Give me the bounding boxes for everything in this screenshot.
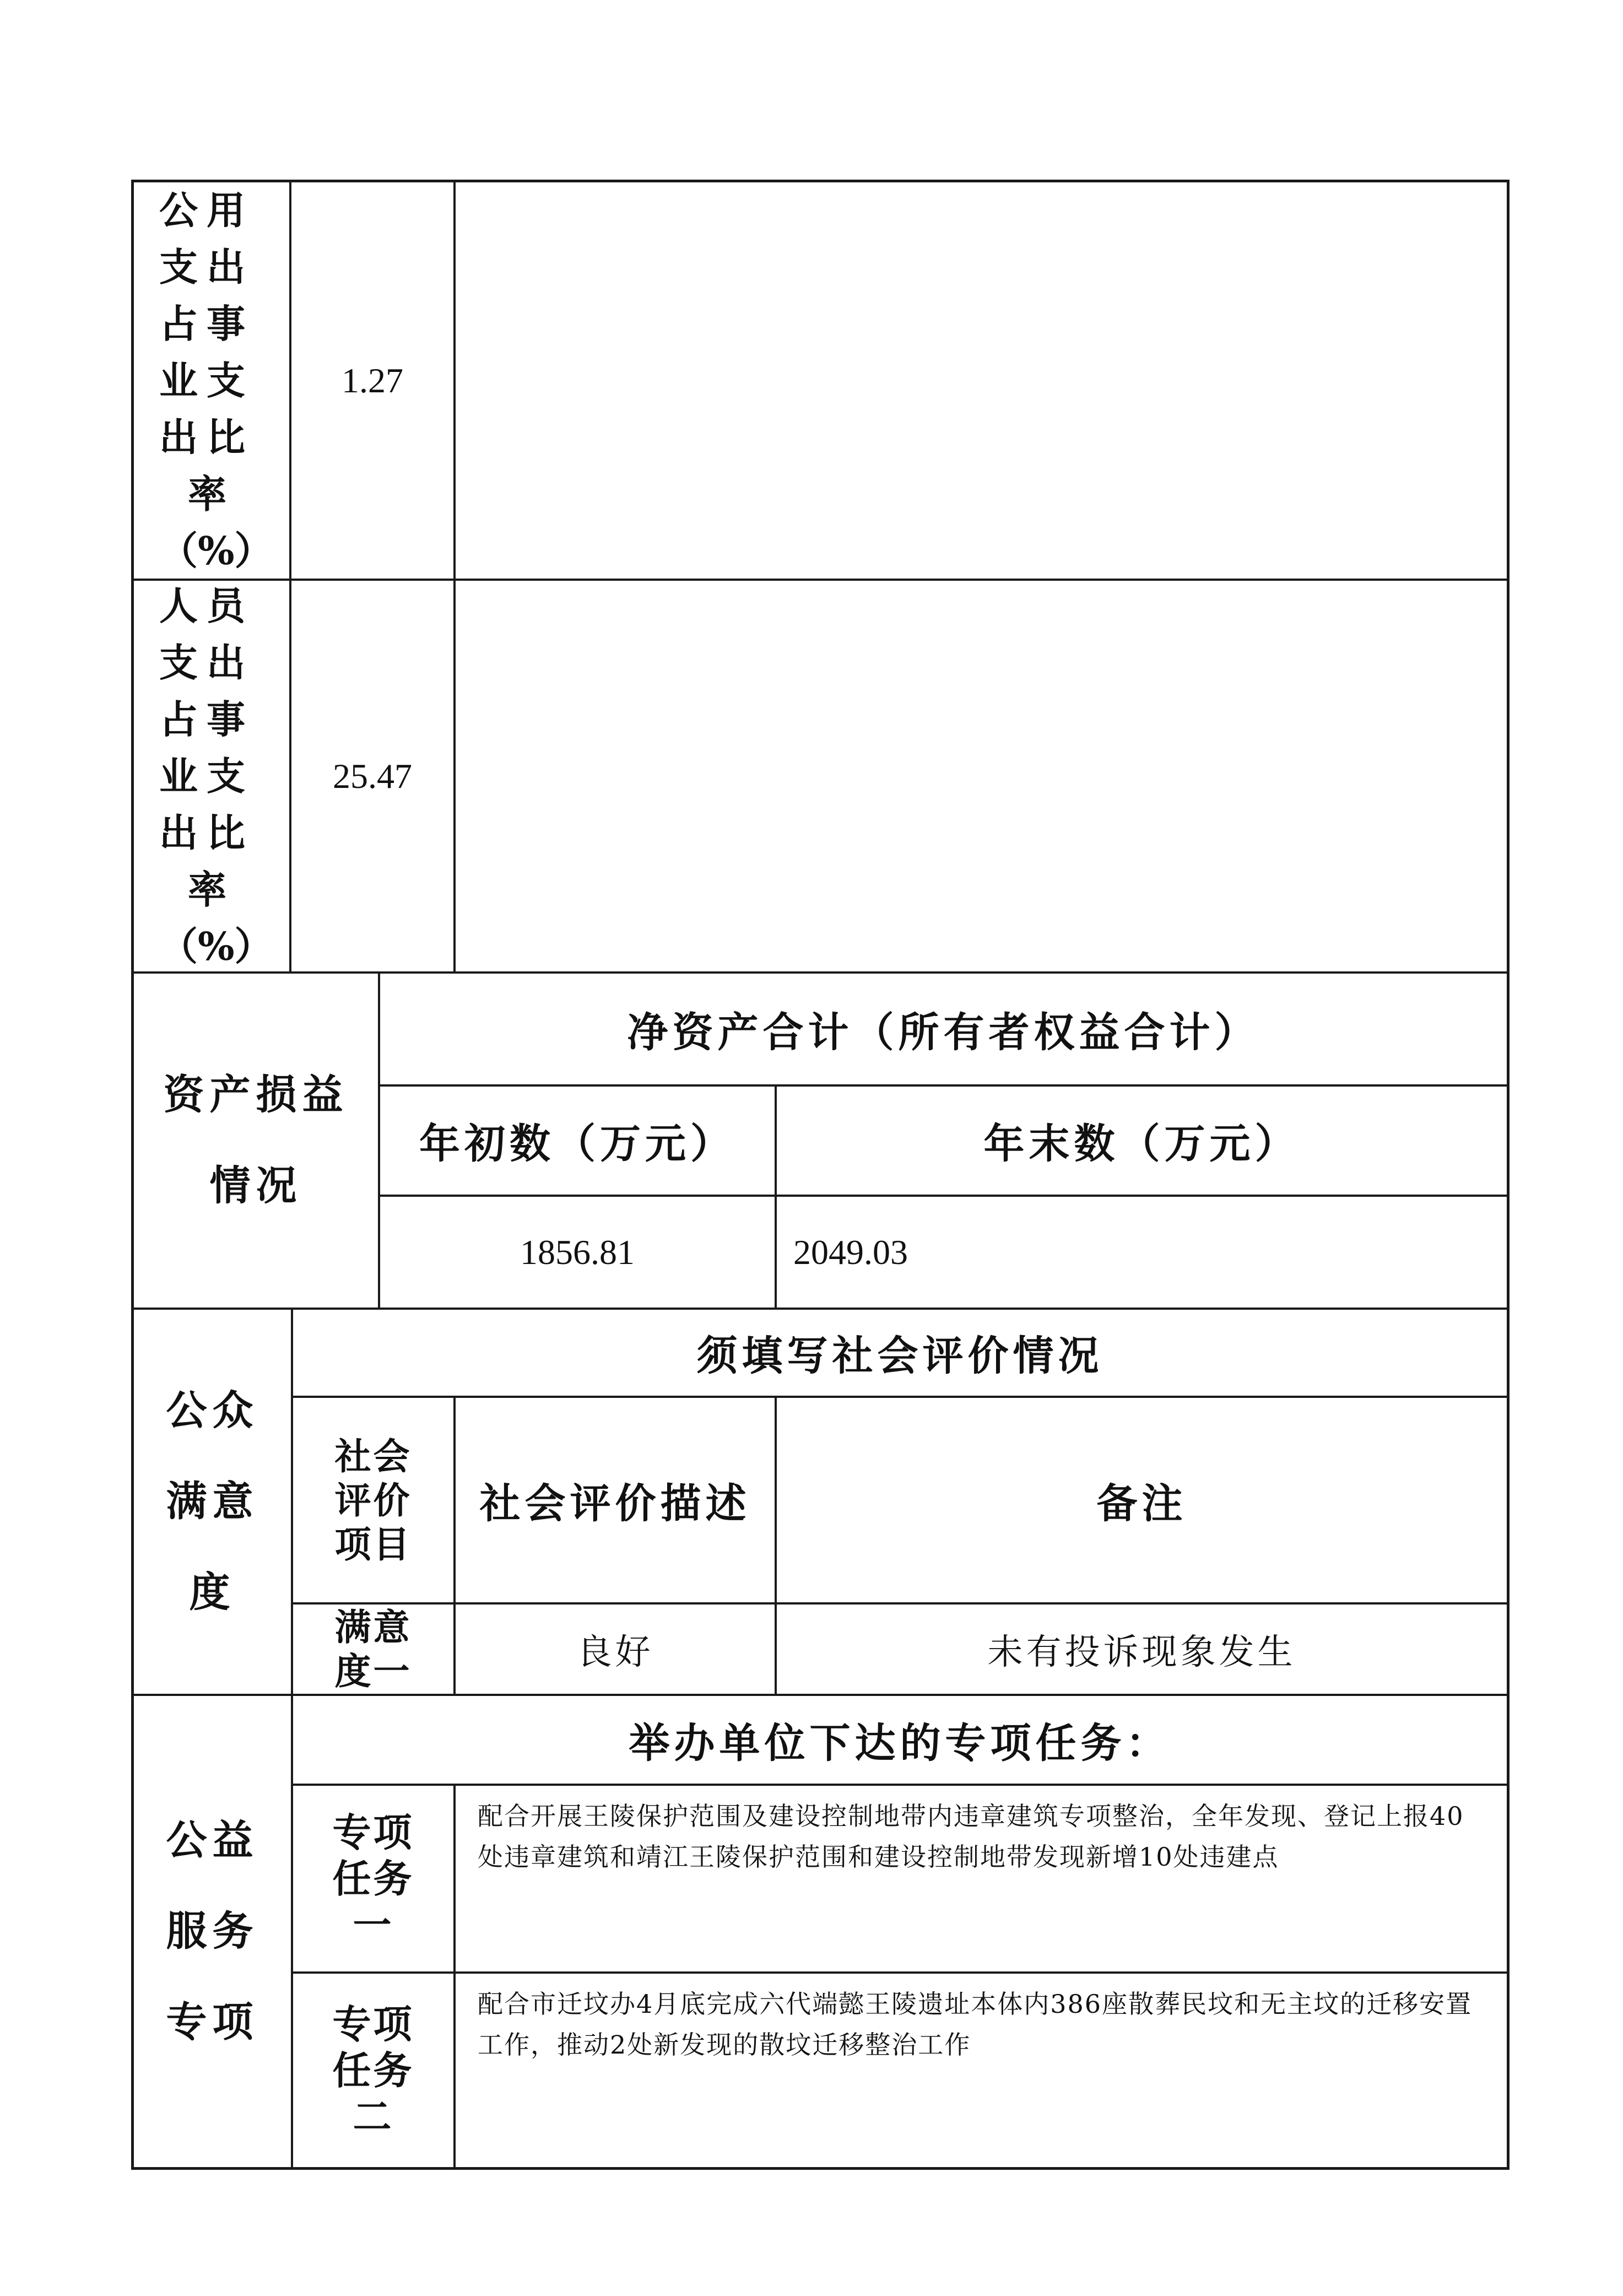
satisfaction-label — [134, 1310, 291, 1694]
ratio-row-1-label — [134, 182, 289, 579]
ratio-row-2-value: 25.47 — [333, 756, 412, 796]
ratio-row-2-notes — [456, 581, 1507, 971]
ratio-row-2-label-text: 人员 支出 占事 业支 出比 率 （%） — [159, 583, 273, 969]
assets-value-begin: 1856.81 — [520, 1232, 635, 1272]
task-2-name — [293, 1974, 453, 2167]
ratio-row-1-notes — [456, 182, 1507, 579]
public-service-label-text: 公益 服务 专项 — [166, 1817, 259, 2046]
satisfaction-col-desc: 社会评价描述 — [479, 1479, 751, 1527]
satisfaction-col-item — [293, 1398, 453, 1602]
assets-col-begin: 年初数（万元） — [419, 1120, 735, 1168]
task-2-description: 配合市迁坟办4月底完成六代端懿王陵遗址本体内386座散葬民坟和无主坟的迁移安置工作，推动2处新发现的散坟迁移整治工作 — [478, 1989, 1473, 2060]
satisfaction-row-desc: 良好 — [576, 1632, 654, 1673]
satisfaction-row-note: 未有投诉现象发生 — [987, 1632, 1296, 1673]
ratio-row-2-label — [134, 581, 289, 971]
public-service-label — [134, 1696, 291, 2167]
task-1-name — [293, 1786, 453, 1971]
task-2-name-text: 专项 任务 二 — [332, 2001, 414, 2140]
assets-header: 净资产合计（所有者权益合计） — [627, 1008, 1260, 1056]
satisfaction-col-item-text: 社会 评价 项目 — [334, 1434, 412, 1566]
frame-right — [1507, 180, 1510, 2170]
task-1-name-text: 专项 任务 一 — [332, 1809, 414, 1948]
assets-label — [134, 974, 378, 1308]
satisfaction-col-note: 备注 — [1096, 1479, 1187, 1527]
assets-col-end: 年末数（万元） — [983, 1120, 1300, 1168]
satisfaction-header: 须填写社会评价情况 — [696, 1332, 1103, 1380]
ratio-row-1-label-text: 公用 支出 占事 业支 出比 率 （%） — [159, 187, 273, 574]
ratio-row-1-value: 1.27 — [342, 360, 403, 400]
public-service-header: 举办单位下达的专项任务： — [629, 1719, 1171, 1767]
satisfaction-row-item-text: 满意 度一 — [334, 1606, 412, 1693]
assets-value-end: 2049.03 — [793, 1232, 908, 1272]
task-1-description: 配合开展王陵保护范围及建设控制地带内违章建筑专项整治，全年发现、登记上报40处违章建筑和靖江王陵保护范围和建设控制地带发现新增10处违建点 — [478, 1801, 1464, 1872]
satisfaction-label-text: 公众 满意 度 — [166, 1387, 259, 1616]
satisfaction-row-item — [293, 1605, 453, 1694]
assets-label-text: 资产损益 情况 — [163, 1071, 349, 1209]
frame-bottom — [131, 2167, 1510, 2170]
